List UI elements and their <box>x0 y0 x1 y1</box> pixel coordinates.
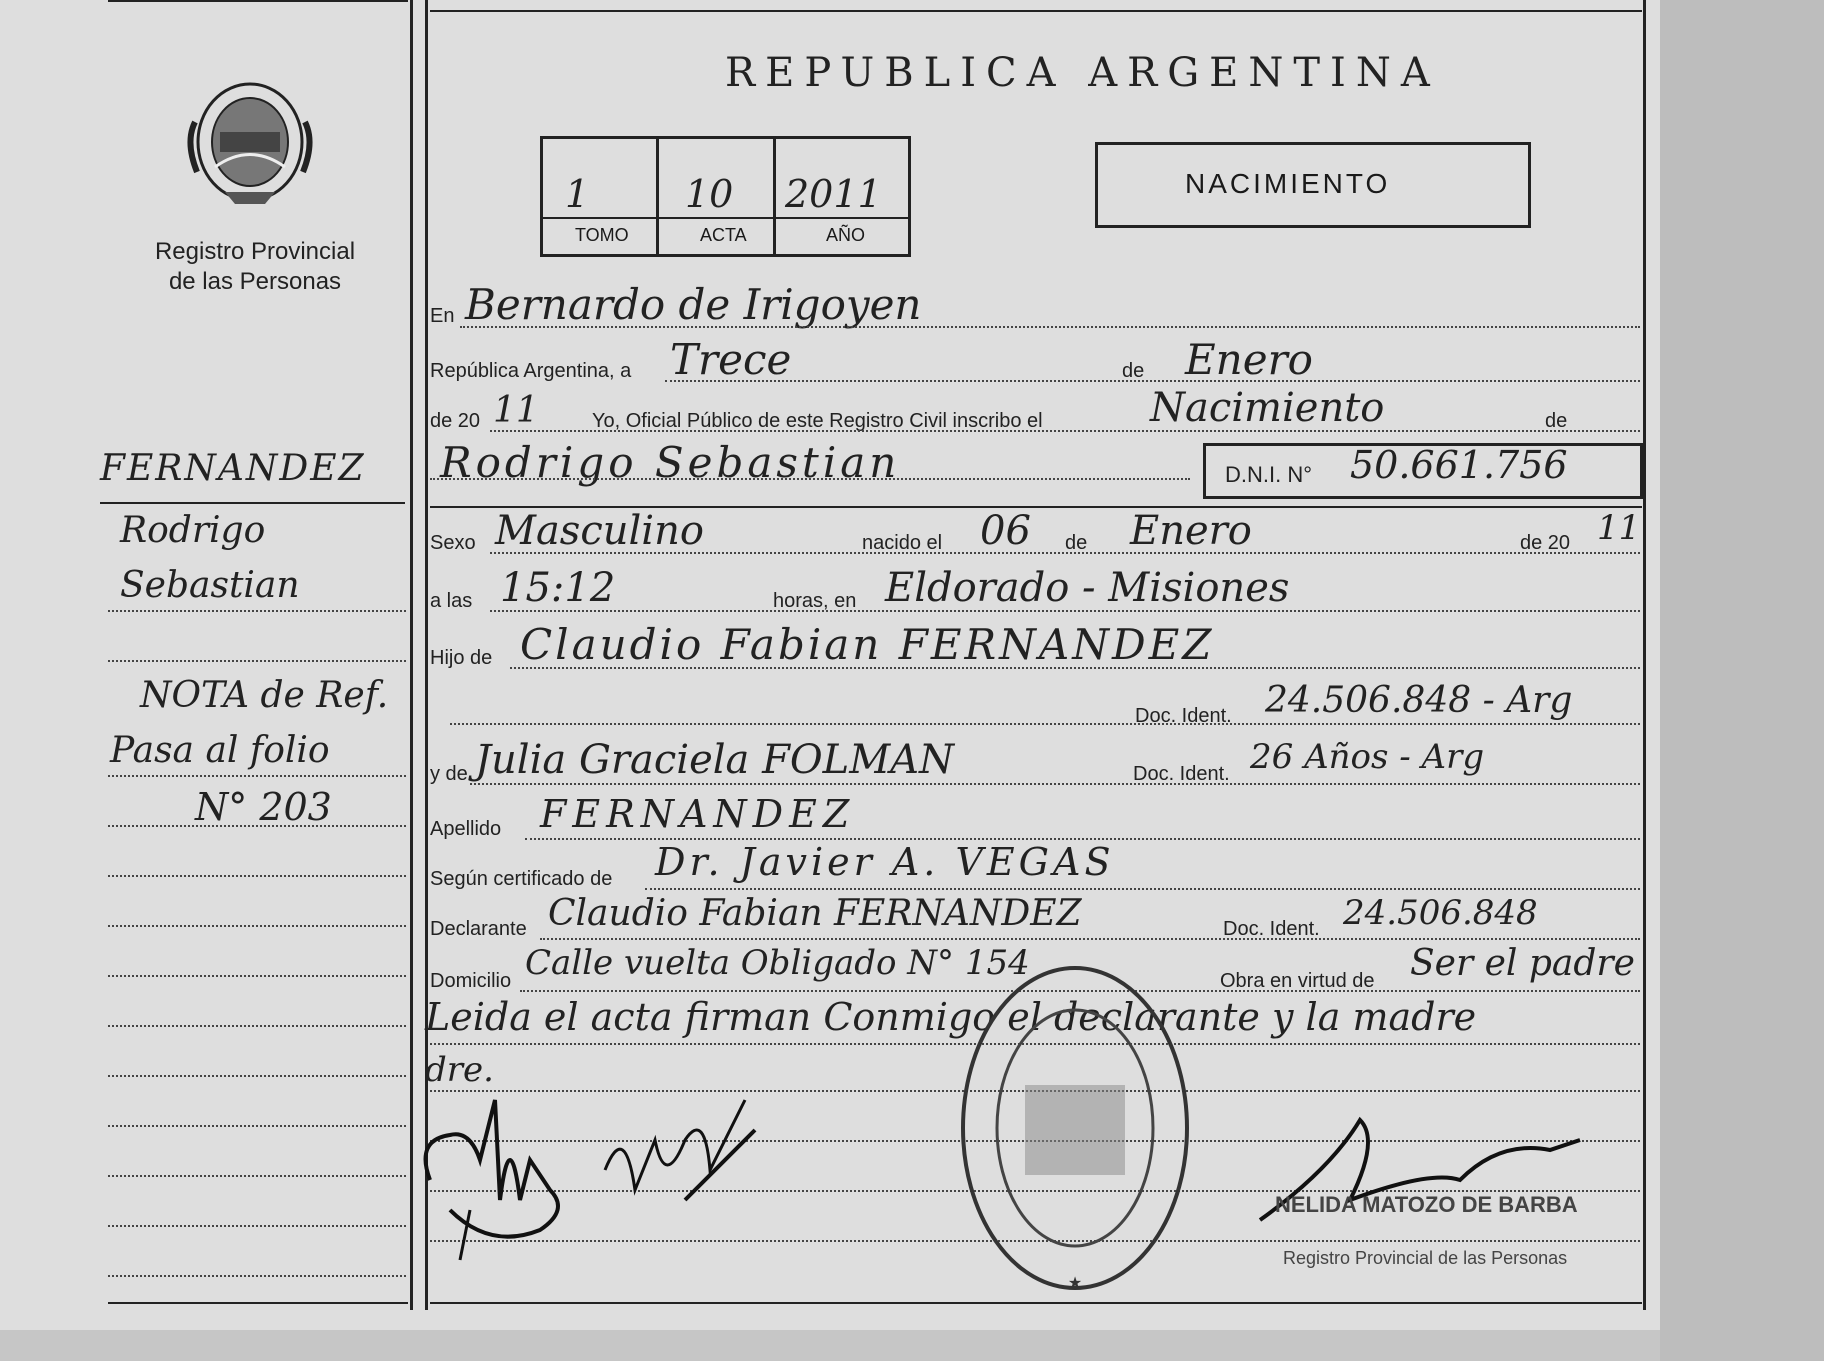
record-type: NACIMIENTO <box>1185 168 1391 199</box>
mother-signature-icon <box>595 1080 770 1230</box>
obra-label: Obra en virtud de <box>1220 970 1375 992</box>
margin-line-7 <box>108 975 406 977</box>
row11-line <box>645 888 1640 890</box>
de20-label-2: de 20 <box>1520 532 1571 554</box>
official-name: NELIDA MATOZO DE BARBA <box>1275 1192 1578 1217</box>
row12-line <box>540 938 1640 940</box>
inscribe-value: Nacimiento <box>1150 385 1385 431</box>
declarante-label: Declarante <box>430 918 527 940</box>
margin-line-8 <box>108 1025 406 1027</box>
registry-name-line2: de las Personas <box>168 268 342 295</box>
margin-line-10 <box>108 1125 406 1127</box>
yde-label: y de <box>430 763 468 785</box>
margin-first-name: Rodrigo <box>120 510 266 551</box>
mother-name-value: Julia Graciela FOLMAN <box>475 737 955 783</box>
dni-value: 50.661.756 <box>1350 443 1568 487</box>
domicilio-value: Calle vuelta Obligado N° 154 <box>525 943 1030 983</box>
page-title: REPUBLICA ARGENTINA <box>725 50 1440 96</box>
declarante-signature-icon <box>410 1080 610 1270</box>
month-value: Enero <box>1185 335 1313 384</box>
tomo-label: TOMO <box>575 225 629 245</box>
margin-rule <box>100 502 405 504</box>
a-las-label: a las <box>430 590 473 612</box>
record-box-rule <box>540 217 908 219</box>
ano-label: AÑO <box>826 225 866 245</box>
page-edge <box>1660 0 1824 1361</box>
margin-line-2 <box>108 660 406 662</box>
segun-label: Según certificado de <box>430 868 613 890</box>
row3-line <box>490 430 1640 432</box>
certificado-value: Dr. Javier A. VEGAS <box>655 840 1115 884</box>
obra-value: Ser el padre <box>1410 943 1635 984</box>
top-rule <box>430 10 1642 12</box>
bottom-rule-left <box>108 1302 408 1304</box>
de20-label: de 20 <box>430 410 481 432</box>
year-suffix-value: 11 <box>493 390 539 431</box>
margin-line-11 <box>108 1175 406 1177</box>
domicilio-label: Domicilio <box>430 970 512 992</box>
sexo-value: Masculino <box>495 508 704 554</box>
acta-label: ACTA <box>700 225 747 245</box>
republica-label: República Argentina, a <box>430 360 632 382</box>
doc-ident-label: Doc. Ident. <box>1135 705 1232 727</box>
top-rule-left <box>108 0 408 2</box>
declarante-value: Claudio Fabian FERNANDEZ <box>548 893 1082 934</box>
yo-label: Yo, Oficial Público de este Registro Civil inscribo el <box>592 410 1043 432</box>
birth-month-value: Enero <box>1130 508 1252 554</box>
apellido-value: FERNANDEZ <box>540 792 856 836</box>
row9-line <box>470 783 1640 785</box>
right-border <box>1643 0 1646 1310</box>
hijo-label: Hijo de <box>430 647 493 669</box>
sexo-label: Sexo <box>430 532 476 554</box>
margin-line-5 <box>108 875 406 877</box>
row2-line <box>665 380 1640 382</box>
margin-second-name: Sebastian <box>120 565 300 606</box>
birth-day-value: 06 <box>980 508 1031 554</box>
row4-line <box>430 478 1190 480</box>
dni-label: D.N.I. N° <box>1225 462 1313 487</box>
margin-surname: FERNANDEZ <box>100 448 366 489</box>
apellido-label: Apellido <box>430 818 502 840</box>
record-box-divider-2 <box>773 136 776 254</box>
svg-text:★: ★ <box>1067 1275 1083 1292</box>
margin-note-1: NOTA de Ref. <box>140 675 389 716</box>
record-box-divider-1 <box>656 136 659 254</box>
de-label-2: de <box>1545 410 1568 432</box>
province-seal-icon <box>185 72 315 212</box>
official-role: Registro Provincial de las Personas <box>1283 1248 1568 1268</box>
row7-line <box>510 667 1640 669</box>
doc-ident-label-2: Doc. Ident. <box>1133 763 1230 785</box>
margin-line-9 <box>108 1075 406 1077</box>
margin-note-2: Pasa al folio <box>110 730 330 771</box>
margin-line-13 <box>108 1275 406 1277</box>
row1-line <box>460 326 1640 328</box>
time-value: 15:12 <box>500 565 616 611</box>
margin-line-4 <box>108 825 406 827</box>
day-value: Trece <box>670 335 792 384</box>
father-name-value: Claudio Fabian FERNANDEZ <box>520 620 1215 669</box>
row8-line <box>450 723 1640 725</box>
registry-name-line1: Registro Provincial <box>154 238 356 265</box>
doc-ident-label-3: Doc. Ident. <box>1223 918 1320 940</box>
de-label: de <box>1122 360 1145 382</box>
tomo-value: 1 <box>565 172 590 216</box>
official-stamp-icon <box>955 960 1195 1295</box>
extra-line-2: dre. <box>425 1050 494 1090</box>
horas-label: horas, en <box>773 590 857 612</box>
row5-line <box>490 552 1640 554</box>
place-value: Bernardo de Irigoyen <box>465 280 922 329</box>
margin-line-6 <box>108 925 406 927</box>
birth-year-suffix-value: 11 <box>1597 508 1641 548</box>
child-name-value: Rodrigo Sebastian <box>440 438 901 487</box>
declarante-doc-value: 24.506.848 <box>1343 893 1538 933</box>
nacido-label: nacido el <box>862 532 943 554</box>
margin-line-3 <box>108 775 406 777</box>
bottom-rule <box>430 1302 1642 1304</box>
mother-doc-value: 26 Años - Arg <box>1250 737 1485 777</box>
page-bottom-edge <box>0 1330 1660 1361</box>
birth-place-value: Eldorado - Misiones <box>885 565 1290 611</box>
de-label-3: de <box>1065 532 1088 554</box>
father-doc-value: 24.506.848 - Arg <box>1265 680 1573 721</box>
ano-value: 2011 <box>785 172 882 216</box>
extra-line-1: Leida el acta firman Conmigo el declarante y la madre <box>425 995 1477 1039</box>
margin-line-12 <box>108 1225 406 1227</box>
margin-line-1 <box>108 610 406 612</box>
acta-value: 10 <box>685 172 734 216</box>
margin-note-3: N° 203 <box>195 785 332 829</box>
en-label: En <box>430 305 455 327</box>
row6-line <box>490 610 1640 612</box>
